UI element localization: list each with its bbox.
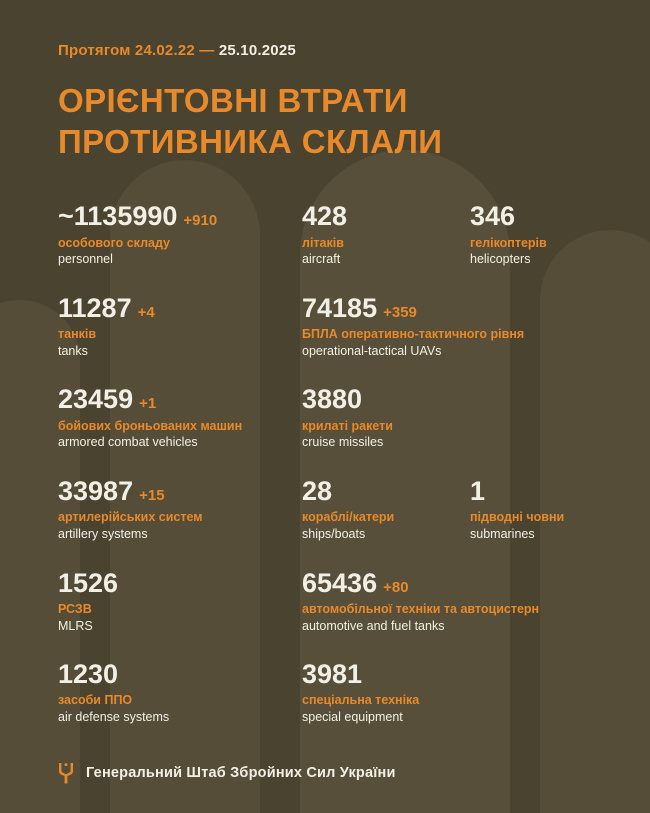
loss-value: 3880: [302, 384, 363, 415]
loss-label-ua: підводні човни: [470, 510, 565, 525]
loss-item: [58, 202, 302, 268]
loss-label-en: personnel: [58, 252, 113, 267]
loss-label-en: submarines: [470, 526, 535, 541]
loss-label-en: special equipment: [302, 710, 403, 725]
loss-label-ua: особового складу: [58, 235, 171, 250]
loss-label-ua: засоби ППО: [58, 693, 133, 708]
loss-value: 65436: [302, 567, 378, 598]
loss-item: [302, 385, 602, 451]
loss-label-en: tanks: [58, 343, 88, 358]
trident-icon: [58, 762, 74, 784]
footer-organization: Генеральний Штаб Збройних Сил України: [86, 764, 396, 781]
losses-row: [58, 477, 600, 543]
loss-label-ua: гелікоптерів: [470, 235, 547, 250]
loss-value-group: [470, 477, 600, 505]
loss-item: [58, 660, 302, 726]
loss-label-en: aircraft: [302, 252, 341, 267]
period-end-date: 25.10.2025: [218, 42, 296, 59]
loss-value-group: [58, 294, 302, 322]
loss-delta: +1: [139, 395, 157, 413]
losses-list: [58, 202, 600, 752]
loss-item: [58, 294, 302, 360]
loss-value: 428: [302, 201, 348, 232]
loss-value: 33987: [58, 475, 134, 506]
loss-value-group: [302, 294, 602, 322]
loss-label-ua: автомобільної техніки та автоцистерн: [302, 601, 540, 616]
loss-value-group: [302, 202, 470, 230]
loss-value-group: [58, 202, 302, 230]
loss-value-group: [58, 569, 302, 597]
loss-item: [302, 660, 602, 726]
losses-row: [58, 202, 600, 268]
loss-value-group: [302, 660, 602, 688]
loss-value: 11287: [58, 292, 132, 323]
losses-row: [58, 660, 600, 726]
period-prefix: Протягом 24.02.22 —: [58, 42, 215, 59]
loss-label-en: armored combat vehicles: [58, 435, 198, 450]
footer: [58, 762, 600, 784]
loss-value-group: [302, 569, 602, 597]
losses-row: [58, 385, 600, 451]
losses-row: [58, 569, 600, 635]
loss-label-en: operational-tactical UAVs: [302, 343, 442, 358]
loss-label-ua: бойових броньованих машин: [58, 418, 243, 433]
loss-item: [58, 385, 302, 451]
loss-label-ua: кораблі/катери: [302, 510, 395, 525]
loss-label-en: MLRS: [58, 618, 93, 633]
loss-value: 23459: [58, 384, 134, 415]
loss-item: [58, 477, 302, 543]
loss-item: [302, 202, 470, 268]
loss-value: 74185: [302, 292, 378, 323]
loss-value-group: [58, 385, 302, 413]
loss-label-en: artillery systems: [58, 526, 148, 541]
loss-label-ua: танків: [58, 327, 97, 342]
loss-label-ua: крилаті ракети: [302, 418, 393, 433]
loss-item: [302, 569, 602, 635]
loss-label-en: cruise missiles: [302, 435, 384, 450]
page-title-line-1: ОРІЄНТОВНІ ВТРАТИ: [58, 82, 408, 119]
loss-delta: +15: [139, 486, 165, 504]
loss-value: 28: [302, 475, 333, 506]
loss-label-en: helicopters: [470, 252, 531, 267]
losses-row: [58, 294, 600, 360]
loss-value-group: [302, 385, 602, 413]
loss-value: 1526: [58, 567, 119, 598]
loss-item: [470, 202, 600, 268]
loss-item: [302, 477, 470, 543]
loss-value-group: [58, 477, 302, 505]
loss-label-en: automotive and fuel tanks: [302, 618, 445, 633]
page-title: [58, 81, 600, 162]
loss-value: 1: [470, 475, 486, 506]
loss-delta: +4: [137, 303, 155, 321]
loss-delta: +80: [383, 578, 409, 596]
loss-label-ua: РСЗВ: [58, 601, 92, 616]
loss-label-ua: артилерійських систем: [58, 510, 203, 525]
loss-label-en: air defense systems: [58, 710, 170, 725]
loss-value-group: [58, 660, 302, 688]
page-title-line-2: ПРОТИВНИКА СКЛАЛИ: [58, 122, 443, 160]
loss-label-ua: БПЛА оперативно-тактичного рівня: [302, 327, 525, 342]
loss-label-en: ships/boats: [302, 526, 366, 541]
period-bar: [58, 42, 600, 59]
loss-item: [58, 569, 302, 635]
loss-value-group: [470, 202, 600, 230]
loss-delta: +359: [383, 303, 417, 321]
loss-value: 346: [470, 201, 516, 232]
loss-item: [302, 294, 602, 360]
loss-value-group: [302, 477, 470, 505]
loss-value: ~1135990: [58, 201, 178, 232]
loss-value: 1230: [58, 659, 119, 690]
loss-value: 3981: [302, 659, 363, 690]
loss-label-ua: спеціальна техніка: [302, 693, 420, 708]
loss-delta: +910: [183, 212, 218, 230]
loss-label-ua: літаків: [302, 235, 344, 250]
loss-item: [470, 477, 600, 543]
